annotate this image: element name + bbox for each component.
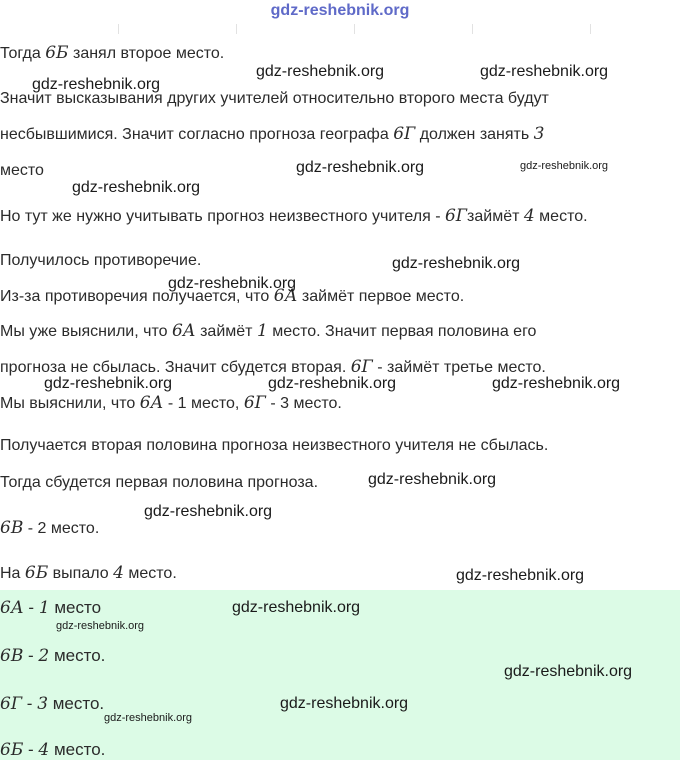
table-divider (236, 24, 237, 34)
solution-line: место (0, 162, 44, 179)
watermark: gdz-reshebnik.org (392, 255, 521, 272)
watermark: gdz-reshebnik.org (104, 712, 193, 724)
watermark: gdz-reshebnik.org (56, 620, 145, 632)
solution-line: Значит высказывания других учителей относительно второго места будут (0, 90, 549, 107)
answer-line: 6А - 1 место (0, 598, 102, 618)
watermark: gdz-reshebnik.org (456, 567, 585, 584)
site-header-link[interactable]: gdz-reshebnik.org (270, 2, 410, 19)
solution-line: Тогда 6Б занял второе место. (0, 43, 225, 63)
solution-line: Но тут же нужно учитывать прогноз неизвестного учителя - 6Гзаймёт 4 место. (0, 206, 588, 226)
watermark: gdz-reshebnik.org (268, 375, 397, 392)
watermark: gdz-reshebnik.org (32, 76, 161, 93)
solution-line: Мы выяснили, что 6А - 1 место, 6Г - 3 место. (0, 393, 342, 413)
watermark: gdz-reshebnik.org (44, 375, 173, 392)
watermark: gdz-reshebnik.org (280, 695, 409, 712)
watermark: gdz-reshebnik.org (504, 663, 633, 680)
table-divider (590, 24, 591, 34)
watermark: gdz-reshebnik.org (256, 63, 385, 80)
answer-line: 6В - 2 место. (0, 646, 106, 666)
solution-line: Получается вторая половина прогноза неизвестного учителя не сбылась. (0, 437, 549, 454)
solution-line: Из-за противоречия получается, что 6А займёт первое место. (0, 286, 465, 306)
table-divider (118, 24, 119, 34)
answer-line: 6Б - 4 место. (0, 740, 106, 760)
watermark: gdz-reshebnik.org (492, 375, 621, 392)
watermark: gdz-reshebnik.org (168, 275, 297, 292)
answer-line: 6Г - 3 место. (0, 694, 105, 714)
solution-line: несбывшимися. Значит согласно прогноза географа 6Г должен занять 3 (0, 124, 545, 144)
solution-line: На 6Б выпало 4 место. (0, 563, 177, 583)
solution-line: Мы уже выяснили, что 6А займёт 1 место. Значит первая половина его (0, 321, 537, 341)
watermark: gdz-reshebnik.org (480, 63, 609, 80)
watermark: gdz-reshebnik.org (72, 179, 201, 196)
table-divider (354, 24, 355, 34)
watermark: gdz-reshebnik.org (232, 599, 361, 616)
watermark: gdz-reshebnik.org (144, 503, 273, 520)
solution-line: прогноза не сбылась. Значит сбудется вторая. 6Г - займёт третье место. (0, 357, 546, 377)
table-divider (472, 24, 473, 34)
watermark: gdz-reshebnik.org (296, 159, 425, 176)
solution-line: Тогда сбудется первая половина прогноза. (0, 474, 319, 491)
watermark: gdz-reshebnik.org (520, 160, 609, 172)
watermark: gdz-reshebnik.org (368, 471, 497, 488)
solution-line: 6В - 2 место. (0, 518, 100, 538)
solution-line: Получилось противоречие. (0, 252, 202, 269)
